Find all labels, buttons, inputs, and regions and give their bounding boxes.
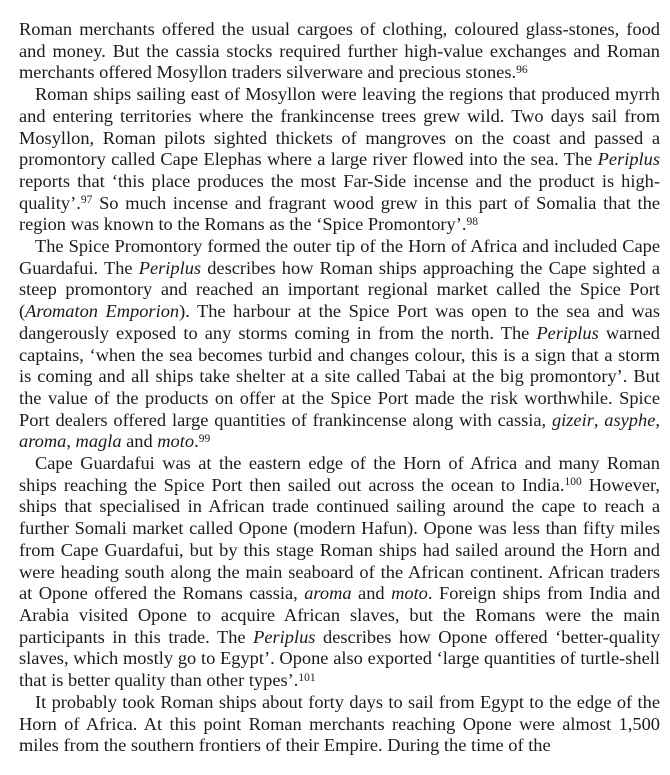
text-segment: Cape Guardafui was at the eastern edge of the Horn of Africa and many Roman ships reaching the Spice Port then sailed out across the ocean to India. xyxy=(19,453,660,495)
text-segment: and xyxy=(121,431,158,452)
footnote-ref: 100 xyxy=(564,476,582,489)
italic-term: aroma xyxy=(304,583,352,604)
page-text xyxy=(19,19,660,757)
footnote-ref: 101 xyxy=(298,671,316,684)
footnote-ref: 98 xyxy=(466,215,478,228)
text-segment: describes how Opone offered ‘better-quality slaves, which mostly go to Egypt’. Opone also exported ‘large quantities of turtle-shell that is better quality than other types’. xyxy=(19,626,660,691)
text-segment: , xyxy=(655,409,660,430)
text-segment: , xyxy=(593,409,605,430)
text-segment: It probably took Roman ships about forty days to sail from Egypt to the edge of the Horn of Africa. At this point Roman merchants reaching Opone were almost 1,500 miles from the southern frontiers of their Empire. During the time of the xyxy=(19,691,660,756)
italic-term: Aromaton Emporion xyxy=(25,301,180,322)
text-segment: describes how Roman ships approaching the Cape sighted a steep promontory and reached an important regional market called the Spice Port ( xyxy=(19,257,660,322)
text-segment: . Foreign ships from India and Arabia visited Opone to acquire African slaves, but the Romans were the main participants in this trade. The xyxy=(19,583,661,647)
italic-term: asyphe xyxy=(604,409,656,430)
text-segment: The Spice Promontory formed the outer tip of the Horn of Africa and included Cape Guardafui. The xyxy=(19,236,660,278)
paragraph-3 xyxy=(19,236,660,453)
paragraph-1 xyxy=(19,19,660,84)
text-segment: and xyxy=(351,583,392,604)
text-segment: ). The harbour at the Spice Port was open to the sea and was dangerously exposed to any storms coming in from the north. The xyxy=(19,301,660,343)
paragraph-5 xyxy=(19,692,660,757)
paragraph-2 xyxy=(19,84,660,236)
text-segment: Roman merchants offered the usual cargoes of clothing, coloured glass-stones, food and money. But the cassia stocks required further high-value exchanges and Roman merchants offered Mosyllon traders silverware and precious stones. xyxy=(19,19,660,83)
paragraph-4 xyxy=(19,453,660,692)
italic-term: Periplus xyxy=(253,626,316,647)
footnote-ref: 97 xyxy=(80,194,93,207)
italic-term: moto xyxy=(157,431,195,452)
italic-term: magla xyxy=(75,431,122,452)
italic-term: moto xyxy=(391,583,428,604)
italic-term: Periplus xyxy=(138,257,202,278)
text-segment: reports that ‘this place produces the most Far-Side incense and the product is high-quality’. xyxy=(19,170,660,213)
text-segment: Roman ships sailing east of Mosyllon were leaving the regions that produced myrrh and entering territories where the frankincense trees grew wild. Two days sail from Mosyllon, Roman pilots sighted thickets of mangroves on the coast and passed a promontory called Cape Elephas where a large river flowed into the sea. The xyxy=(19,84,660,170)
text-segment: . xyxy=(194,431,199,452)
footnote-ref: 96 xyxy=(516,63,528,76)
text-segment: warned captains, ‘when the sea becomes turbid and changes colour, this is a sign that a storm is coming and all ships take shelter at a site called Tabai at the big promontory’. But the value of the products on offer at the Spice Port made the risk worthwhile. Spice Port dealers offered large quantities of frankincense along with cassia, xyxy=(19,322,660,430)
text-segment: So much incense and fragrant wood grew in this part of Somalia that the region was known to the Romans as the ‘Spice Promontory’. xyxy=(19,192,660,235)
italic-term: aroma xyxy=(19,431,67,452)
italic-term: gizeir xyxy=(551,409,594,430)
text-segment: , xyxy=(66,431,76,452)
text-segment: However, ships that specialised in African trade continued sailing around the cape to reach a further Somali market called Opone (modern Hafun). Opone was less than fifty miles from Cape Guardafui, but by this stage Roman ships had sailed around the Horn and were heading south along the main seaboard of the African continent. African traders at Opone offered the Romans cassia, xyxy=(19,474,660,604)
footnote-ref: 99 xyxy=(198,432,211,445)
italic-term: Periplus xyxy=(597,149,660,170)
italic-term: Periplus xyxy=(536,322,599,343)
